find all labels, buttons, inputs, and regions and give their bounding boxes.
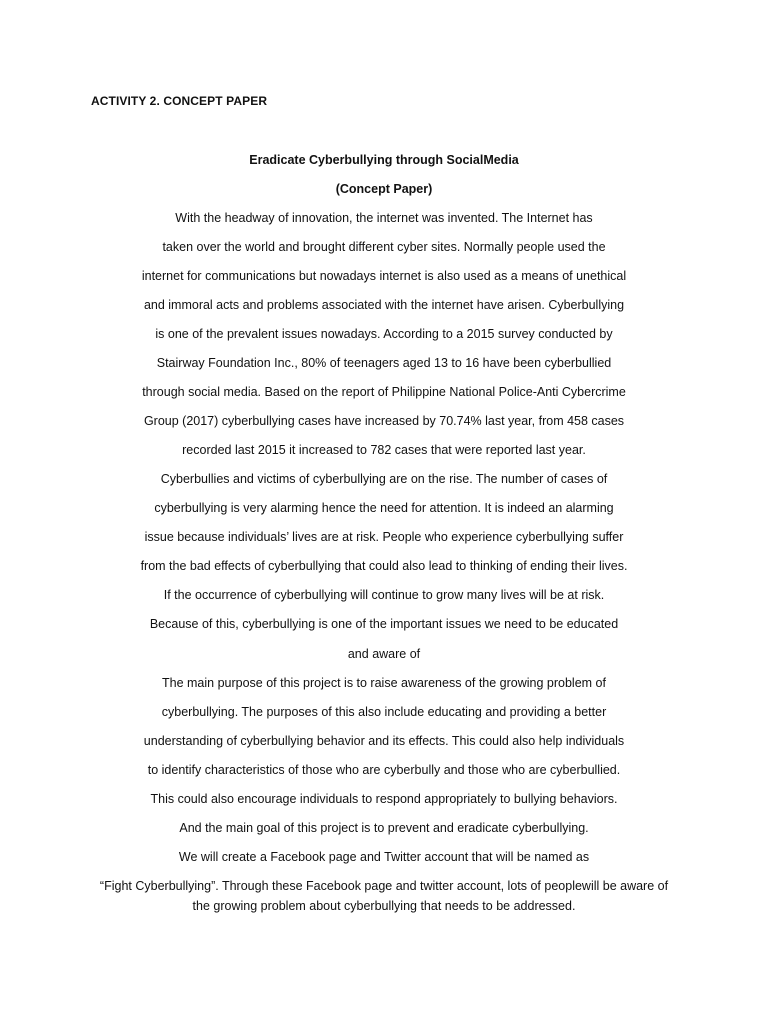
body-line-8: Group (2017) cyberbullying cases have increased by 70.74% last year, from 458 cases <box>143 414 625 428</box>
body-line-16: and aware of <box>347 647 421 661</box>
paper-subtitle: (Concept Paper) <box>335 182 433 196</box>
body-line-13: from the bad effects of cyberbullying that could also lead to thinking of ending their lives. <box>140 559 628 573</box>
body-line-18: cyberbullying. The purposes of this also include educating and providing a better <box>161 705 607 719</box>
body-line-2: taken over the world and brought different cyber sites. Normally people used the <box>162 240 606 254</box>
body-line-15: Because of this, cyberbullying is one of the important issues we need to be educated <box>149 617 619 631</box>
body-line-17: The main purpose of this project is to raise awareness of the growing problem of <box>162 676 606 690</box>
body-line-11: cyberbullying is very alarming hence the need for attention. It is indeed an alarming <box>154 501 614 515</box>
body-line-3: internet for communications but nowadays internet is also used as a means of unethical <box>141 269 627 283</box>
body-line-24: “Fight Cyberbullying”. Through these Facebook page and twitter account, lots of peoplewill be aware of <box>99 879 669 893</box>
body-line-12: issue because individuals’ lives are at risk. People who experience cyberbullying suffer <box>144 530 624 544</box>
body-line-14: If the occurrence of cyberbullying will continue to grow many lives will be at risk. <box>163 588 605 602</box>
body-line-20: to identify characteristics of those who are cyberbully and those who are cyberbullied. <box>147 763 621 777</box>
body-line-22: And the main goal of this project is to prevent and eradicate cyberbullying. <box>179 821 589 835</box>
body-line-7: through social media. Based on the report of Philippine National Police-Anti Cybercrime <box>142 385 626 399</box>
body-line-5: is one of the prevalent issues nowadays. According to a 2015 survey conducted by <box>155 327 613 341</box>
body-line-25: the growing problem about cyberbullying that needs to be addressed. <box>192 899 576 913</box>
body-line-1: With the headway of innovation, the internet was invented. The Internet has <box>175 211 593 225</box>
body-line-19: understanding of cyberbullying behavior and its effects. This could also help individuals <box>143 734 625 748</box>
body-line-10: Cyberbullies and victims of cyberbullying are on the rise. The number of cases of <box>160 472 608 486</box>
body-line-6: Stairway Foundation Inc., 80% of teenagers aged 13 to 16 have been cyberbullied <box>156 356 612 370</box>
body-line-21: This could also encourage individuals to respond appropriately to bullying behaviors. <box>150 792 618 806</box>
body-line-9: recorded last 2015 it increased to 782 cases that were reported last year. <box>182 443 586 457</box>
activity-heading: ACTIVITY 2. CONCEPT PAPER <box>91 94 268 108</box>
body-line-23: We will create a Facebook page and Twitter account that will be named as <box>178 850 590 864</box>
paper-title: Eradicate Cyberbullying through SocialMedia <box>249 153 519 167</box>
body-line-4: and immoral acts and problems associated with the internet have arisen. Cyberbullying <box>143 298 625 312</box>
